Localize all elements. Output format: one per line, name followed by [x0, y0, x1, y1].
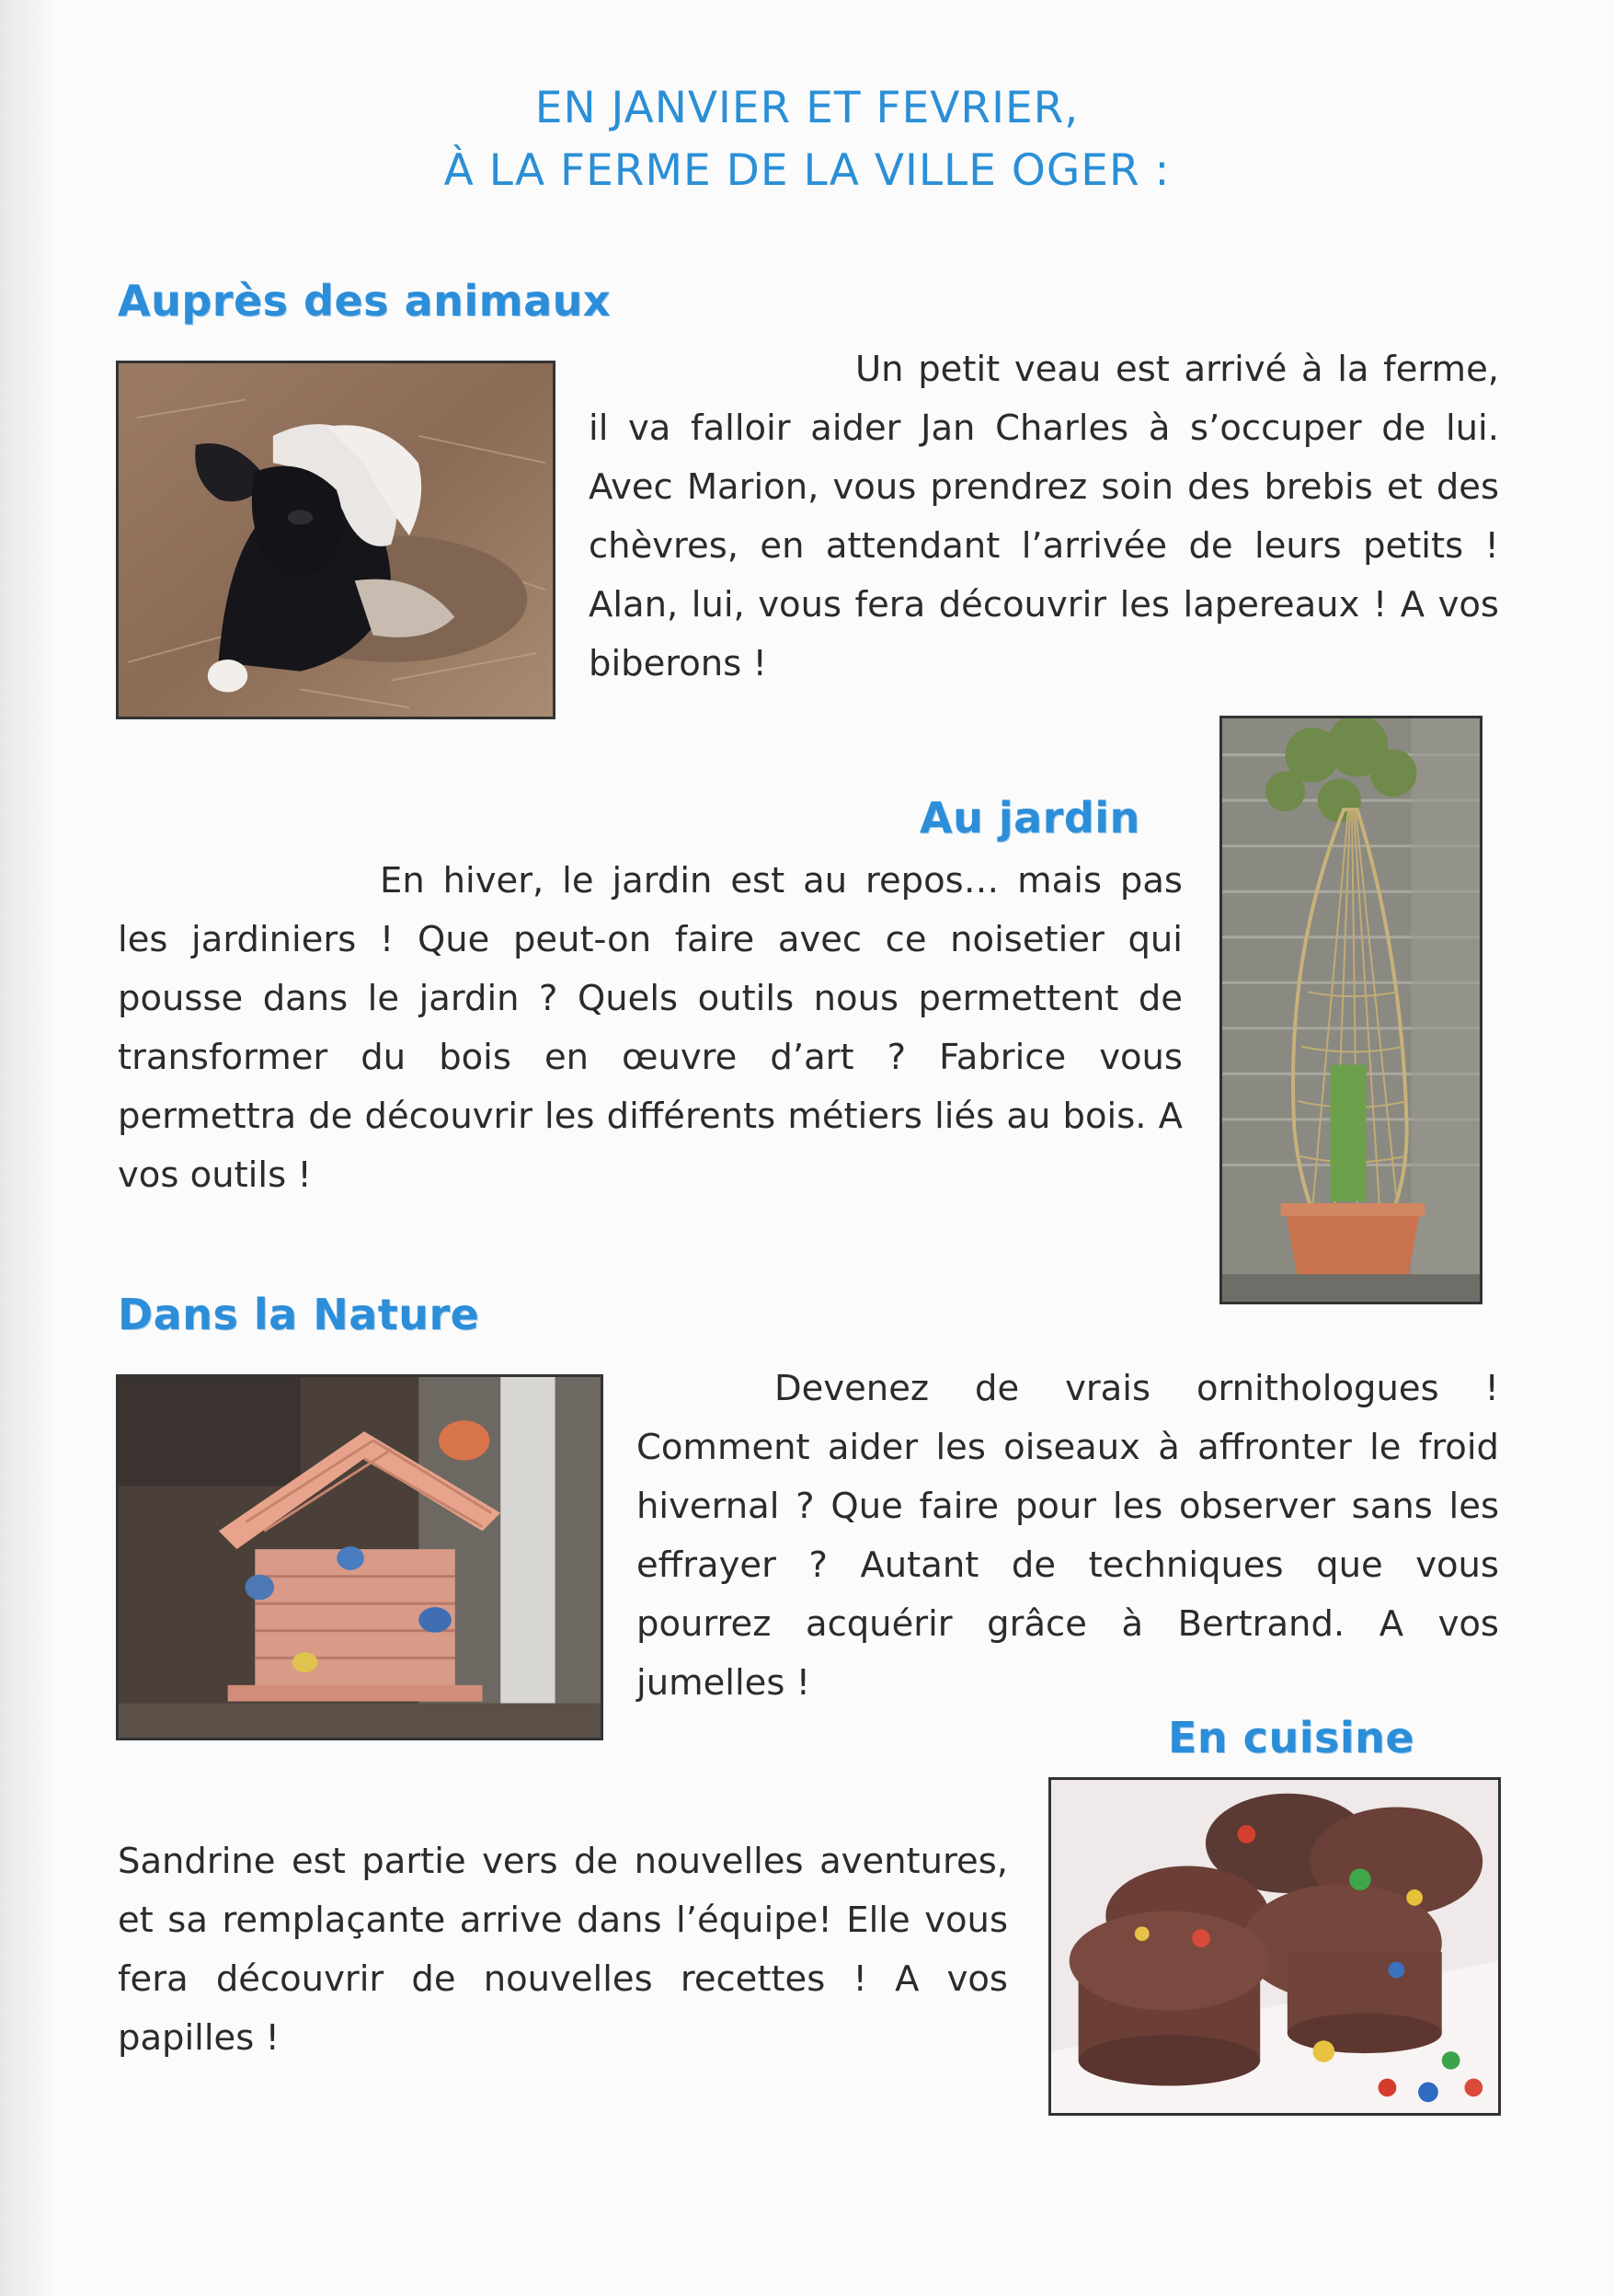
section-text-animaux: Un petit veau est arrivé à la ferme, il va falloir aider Jan Charles à s’occuper de lui. Avec Marion, vous prendrez soin des brebis et des chèvres, en attendant l’arrivée de leurs petits ! Alan, lui, vous fera découvrir les lapereaux ! A vos biberons !	[589, 349, 1499, 684]
woven-hazel-sculpture-photo	[1219, 716, 1482, 1304]
section-heading-nature: Dans la Nature	[118, 1290, 480, 1339]
section-text-cuisine: Sandrine est partie vers de nouvelles aventures, et sa remplaçante arrive dans l’équipe! Elle vous fera découvrir de nouvelles recettes ! A vos papilles !	[118, 1841, 1008, 2059]
section-heading-cuisine: En cuisine	[1168, 1713, 1415, 1762]
section-text-jardin: En hiver, le jardin est au repos… mais pas les jardiniers ! Que peut-on faire avec ce noisetier qui pousse dans le jardin ? Quels outils nous permettent de transformer du bois en œuvre d’art ? Fabrice vous permettra de découvrir les différents métiers liés au bois. A vos outils !	[118, 860, 1183, 1196]
page-title-line-2: À LA FERME DE LA VILLE OGER :	[443, 145, 1171, 196]
bird-feeder-photo	[116, 1374, 603, 1740]
scan-edge-shadow	[0, 0, 57, 2296]
section-heading-animaux: Auprès des animaux	[118, 276, 612, 326]
section-text-nature: Devenez de vrais ornithologues ! Comment aider les oiseaux à affronter le froid hivernal ? Que faire pour les observer sans les effrayer ? Autant de techniques que vous pourrez acquérir grâce à Bertrand. A vos jumelles !	[636, 1368, 1499, 1704]
page-title-line-1: EN JANVIER ET FEVRIER,	[534, 83, 1080, 133]
calf-photo	[116, 361, 555, 719]
chocolate-muffins-photo	[1048, 1777, 1501, 2116]
section-heading-jardin: Au jardin	[920, 793, 1140, 843]
